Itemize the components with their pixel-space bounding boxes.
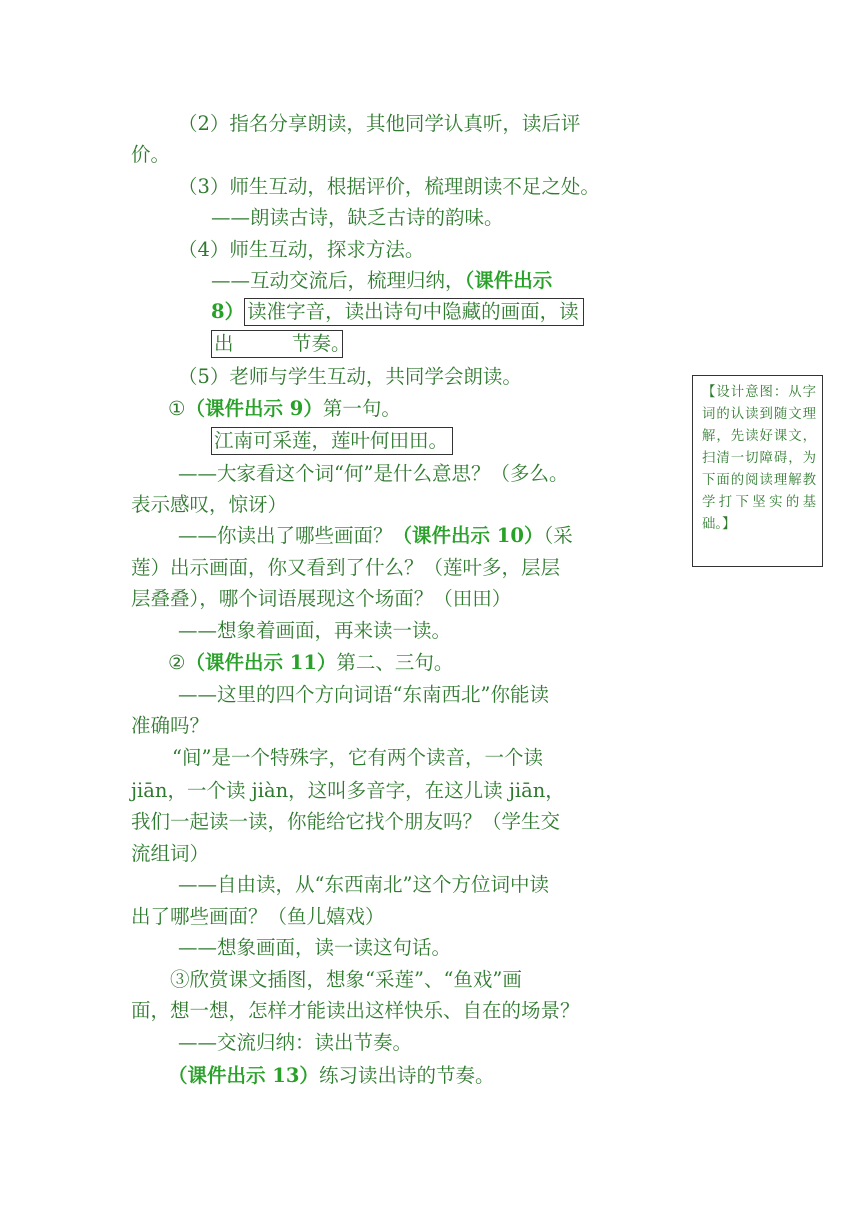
courseware-label: （课件出示 11） bbox=[185, 651, 337, 674]
courseware-label: （课件出示 9） bbox=[185, 397, 323, 420]
text-line bbox=[211, 298, 584, 326]
text-segment: ——你读出了哪些画面？ bbox=[178, 524, 393, 547]
text-line: 表示感叹，惊讶） bbox=[131, 493, 288, 516]
courseware-label: （课件出示 10） bbox=[392, 524, 544, 547]
text-segment: ——互动交流后，梳理归纳， bbox=[211, 269, 465, 292]
text-line bbox=[211, 330, 351, 358]
text-segment: （采 bbox=[543, 524, 573, 547]
text-line: （3）师生互动，根据评价，梳理朗读不足之处。 bbox=[178, 175, 600, 198]
text-line: ——交流归纳：读出节奏。 bbox=[178, 1031, 413, 1054]
boxed-poem-line: 江南可采莲，莲叶何田田。 bbox=[211, 427, 453, 455]
text-line: ——大家看这个词“何”是什么意思？（多么。 bbox=[178, 462, 569, 485]
circled-number: ① bbox=[168, 397, 186, 420]
boxed-text: 出 节奏。 bbox=[211, 330, 343, 358]
text-segment: 第一句。 bbox=[322, 397, 401, 420]
text-segment: 第二、三句。 bbox=[336, 651, 454, 674]
text-line bbox=[168, 1062, 494, 1090]
design-intent-note: 【设计意图：从字词的认读到随文理解，先读好课文，扫清一切障碍，为下面的阅读理解教学打下坚实的基础。】 bbox=[692, 375, 823, 567]
text-line: ——这里的四个方向词语“东南西北”你能读 bbox=[178, 683, 549, 706]
boxed-text: 读准字音，读出诗句中隐藏的画面，读 bbox=[244, 298, 584, 326]
text-line bbox=[168, 395, 401, 423]
text-line: 价。 bbox=[131, 143, 171, 166]
courseware-label: 8） bbox=[211, 300, 245, 323]
text-line: 出了哪些画面？（鱼儿嬉戏） bbox=[131, 905, 385, 928]
text-line: “间”是一个特殊字，它有两个读音，一个读 bbox=[172, 746, 543, 769]
text-line: 准确吗？ bbox=[131, 714, 210, 737]
text-line: ——想象画面，读一读这句话。 bbox=[178, 936, 452, 959]
text-line: （5）老师与学生互动，共同学会朗读。 bbox=[178, 365, 522, 388]
text-line: 流组词） bbox=[131, 842, 210, 865]
circled-number: ② bbox=[168, 651, 186, 674]
courseware-label: （课件出示 13） bbox=[168, 1064, 319, 1087]
text-line: 面，想一想，怎样才能读出这样快乐、自在的场景？ bbox=[131, 999, 580, 1022]
text-line bbox=[178, 522, 573, 550]
text-line: jiān，一个读 jiàn，这叫多音字，在这儿读 jiān， bbox=[131, 779, 565, 802]
text-line bbox=[168, 649, 453, 677]
text-line: 层叠叠），哪个词语展现这个场面？（田田） bbox=[131, 587, 512, 610]
text-line: （4）师生互动，探求方法。 bbox=[178, 238, 425, 261]
text-line: ③欣赏课文插图，想象“采莲”、“鱼戏”画 bbox=[170, 968, 522, 991]
text-segment: 练习读出诗的节奏。 bbox=[318, 1064, 495, 1087]
text-line bbox=[211, 427, 453, 455]
text-line: ——自由读，从“东西南北”这个方位词中读 bbox=[178, 873, 549, 896]
courseware-label: （课件出示 bbox=[464, 269, 553, 292]
text-line: 我们一起读一读，你能给它找个朋友吗？（学生交 bbox=[131, 810, 561, 833]
text-line: （2）指名分享朗读，其他同学认真听，读后评 bbox=[178, 112, 581, 135]
text-line: 莲）出示画面，你又看到了什么？（莲叶多，层层 bbox=[131, 556, 561, 579]
text-line bbox=[211, 267, 552, 295]
text-line: ——想象着画面，再来读一读。 bbox=[178, 619, 452, 642]
text-line: ——朗读古诗，缺乏古诗的韵味。 bbox=[211, 206, 504, 229]
